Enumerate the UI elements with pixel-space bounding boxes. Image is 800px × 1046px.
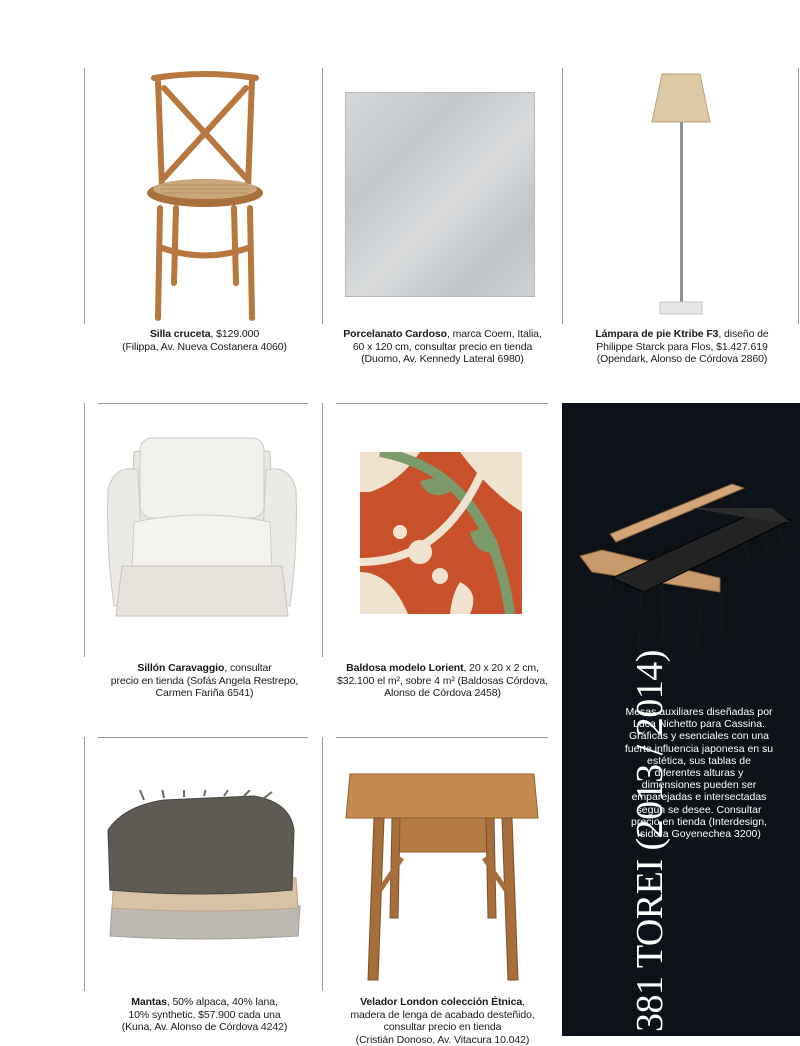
product-name: Porcelanato Cardoso: [343, 328, 447, 340]
floor-lamp-image: [648, 72, 714, 320]
product-detail: Philippe Starck para Flos, $1.427.619: [596, 340, 768, 353]
product-detail: (Opendark, Alonso de Córdova 2860): [596, 353, 768, 365]
product-detail: , 50% alpaca, 40% lana,: [166, 996, 278, 1008]
divider: [322, 737, 323, 991]
product-detail: , diseño de: [718, 328, 769, 340]
divider: [336, 737, 548, 738]
product-detail: , marca Coem, Italia,: [446, 328, 542, 340]
product-detail: ,: [522, 996, 525, 1008]
product-caption: [330, 662, 555, 700]
product-detail: (Kuna, Av. Alonso de Córdova 4242): [121, 1021, 288, 1033]
product-name: Velador London colección Étnica: [360, 996, 523, 1008]
product-detail: madera de lenga de acabado desteñido,: [350, 1008, 535, 1021]
armchair-image: [104, 430, 300, 626]
product-caption: [330, 328, 555, 366]
divider: [84, 68, 85, 324]
divider: [98, 737, 308, 738]
product-caption: [330, 996, 555, 1046]
product-name: Silla cruceta: [149, 328, 211, 340]
product-detail: Carmen Fariña 6541): [155, 687, 254, 699]
divider: [322, 403, 323, 657]
product-detail: 10% synthetic, $57.900 cada una: [128, 1008, 281, 1021]
product-caption: [92, 662, 317, 700]
divider: [336, 403, 548, 404]
product-detail: precio en tienda (Sofás Angela Restrepo,: [110, 674, 299, 687]
divider: [562, 68, 563, 324]
product-detail: , consultar: [224, 662, 272, 674]
product-detail: 60 x 120 cm, consultar precio en tienda: [352, 340, 533, 353]
product-detail: , $129.000: [210, 328, 260, 340]
product-caption: [92, 996, 317, 1034]
torei-tables-image: [572, 478, 794, 664]
product-name: Sillón Caravaggio: [137, 662, 225, 674]
product-detail: consultar precio en tienda: [383, 1021, 502, 1033]
chair-image: [140, 68, 270, 324]
product-detail: Alonso de Córdova 2458): [384, 687, 501, 699]
product-caption: [92, 328, 317, 353]
product-detail: (Duomo, Av. Kennedy Lateral 6980): [361, 353, 524, 365]
product-detail: $32.100 el m², sobre 4 m² (Baldosas Córdova,: [337, 674, 548, 687]
divider: [798, 68, 799, 324]
product-detail: , 20 x 20 x 2 cm,: [463, 662, 539, 674]
divider: [322, 68, 323, 324]
floor-tile-image: [360, 452, 522, 614]
product-name: Baldosa modelo Lorient: [346, 662, 464, 674]
product-caption: [568, 328, 796, 366]
divider: [98, 403, 308, 404]
feature-title: 381 TOREI (2013 / 2014): [629, 650, 671, 1032]
product-detail: (Filippa, Av. Nueva Costanera 4060): [122, 340, 287, 353]
feature-description: Mesas auxiliares diseñadas por Luca Nichetto para Cassina. Gráficas y esenciales con una fuerte influencia japonesa en su estética, sus tablas de diferentes alturas y dimensiones pueden ser emparejadas e intersectadas según se desee. Consultar precio en tienda (Interdesign, Isidora Goyenechea 3200): [624, 706, 774, 841]
product-detail: (Cristián Donoso, Av. Vitacura 10.042): [355, 1033, 530, 1046]
divider: [84, 403, 85, 657]
product-name: Lámpara de pie Ktribe F3: [595, 328, 719, 340]
divider: [84, 737, 85, 991]
side-table-image: [344, 768, 540, 982]
porcelain-tile-image: [345, 92, 535, 297]
product-name: Mantas: [131, 996, 167, 1008]
blankets-image: [104, 790, 304, 940]
